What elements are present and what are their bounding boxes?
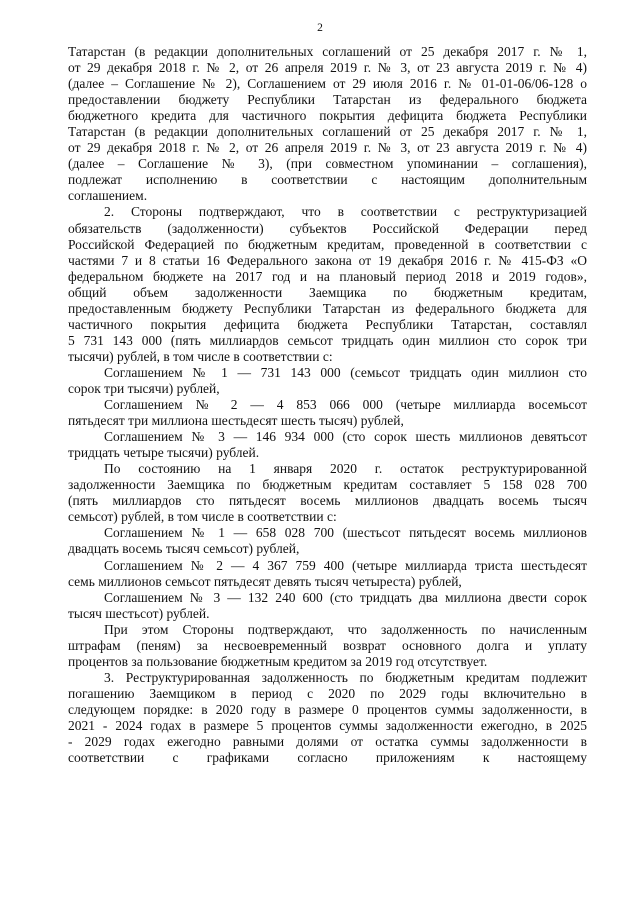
text-line: задолженности Заемщика по бюджетным кредитам составляет 5 158 028 700 bbox=[68, 477, 587, 493]
text-line: пятьдесят три миллиона шестьдесят шесть тысяч) рублей, bbox=[68, 413, 404, 429]
text-line: соответствии с графиками согласно приложениям к настоящему bbox=[68, 750, 587, 766]
text-line: тысячи) рублей, в том числе в соответствии с: bbox=[68, 348, 333, 364]
text-line: 2021 - 2024 годах в размере 5 процентов суммы задолженности ежегодно, в 2025 bbox=[68, 717, 587, 733]
text-line: 5 731 143 000 (пять миллиардов семьсот тридцать один миллион сто сорок три bbox=[68, 332, 587, 348]
text-line: двадцать восемь тысяч семьсот) рублей, bbox=[68, 541, 300, 557]
text-line: общий объем задолженности Заемщика по бюджетным кредитам, bbox=[68, 284, 587, 300]
text-line: По состоянию на 1 января 2020 г. остаток реструктурированной bbox=[104, 461, 587, 477]
text-line: обязательств (задолженности) субъектов Российской Федерации перед bbox=[68, 220, 587, 236]
text-line: следующем порядке: в 2020 году в размере 0 процентов суммы задолженности, в bbox=[68, 701, 587, 717]
text-line: Соглашением № 3 — 132 240 600 (сто тридцать два миллиона двести сорок bbox=[104, 589, 587, 605]
text-line: сорок три тысячи) рублей, bbox=[68, 380, 220, 396]
text-line: штрафам (пеням) за несвоевременный возврат основного долга и уплату bbox=[68, 637, 587, 653]
text-line: соглашением. bbox=[68, 188, 148, 204]
text-line: Соглашением № 2 — 4 367 759 400 (четыре миллиарда триста шестьдесят bbox=[104, 557, 587, 573]
text-line: - 2029 годах ежегодно равными долями от остатка суммы задолженности в bbox=[68, 734, 587, 750]
text-line: Соглашением № 1 — 731 143 000 (семьсот тридцать один миллион сто bbox=[104, 364, 587, 380]
text-line: Соглашением № 2 — 4 853 066 000 (четыре миллиарда восемьсот bbox=[104, 397, 587, 413]
text-line: федеральном бюджете на 2017 год и на плановый период 2018 и 2019 годов», bbox=[68, 268, 587, 284]
text-line: погашению Заемщиком в период с 2020 по 2029 годы включительно в bbox=[68, 685, 587, 701]
text-line: от 29 декабря 2018 г. № 2, от 26 апреля 2019 г. № 3, от 23 августа 2019 г. № 4) bbox=[68, 140, 587, 156]
text-line: подлежат исполнению в соответствии с настоящим дополнительным bbox=[68, 172, 587, 188]
text-line: бюджетного кредита для частичного покрытия дефицита бюджета Республики bbox=[68, 108, 587, 124]
text-line: семь миллионов семьсот пятьдесят девять тысяч четыреста) рублей, bbox=[68, 573, 462, 589]
text-line: Соглашением № 1 — 658 028 700 (шестьсот пятьдесят восемь миллионов bbox=[104, 525, 587, 541]
text-line: предоставленным бюджету Республики Татарстан из федерального бюджета для bbox=[68, 300, 587, 316]
text-line: предоставлении бюджету Республики Татарстан из федерального бюджета bbox=[68, 92, 587, 108]
page-number: 2 bbox=[317, 22, 323, 34]
text-line: тридцать четыре тысячи) рублей. bbox=[68, 445, 260, 461]
text-line: частичного покрытия дефицита бюджета Республики Татарстан, составлял bbox=[68, 316, 587, 332]
text-line: семьсот) рублей, в том числе в соответствии с: bbox=[68, 509, 337, 525]
text-line: процентов за пользование бюджетным кредитом за 2019 год отсутствует. bbox=[68, 653, 488, 669]
text-line: от 29 декабря 2018 г. № 2, от 26 апреля 2019 г. № 3, от 23 августа 2019 г. № 4) bbox=[68, 60, 587, 76]
document-body bbox=[68, 44, 587, 766]
text-line: (далее – Соглашение № 3), (при совместном упоминании – соглашения), bbox=[68, 156, 587, 172]
text-line: Соглашением № 3 — 146 934 000 (сто сорок шесть миллионов девятьсот bbox=[104, 429, 587, 445]
text-line: Российской Федерацией по бюджетным кредитам, проведенной в соответствии с bbox=[68, 236, 587, 252]
text-line: 2. Стороны подтверждают, что в соответствии с реструктуризацией bbox=[104, 204, 587, 220]
text-line: (далее – Соглашение № 2), Соглашением от 29 июля 2016 г. № 01-01-06/06-128 о bbox=[68, 76, 587, 92]
text-line: частями 7 и 8 статьи 16 Федерального закона от 19 декабря 2016 г. № 415-ФЗ «О bbox=[68, 252, 587, 268]
text-line: 3. Реструктурированная задолженность по бюджетным кредитам подлежит bbox=[104, 669, 587, 685]
text-line: тысяч шестьсот) рублей. bbox=[68, 605, 210, 621]
text-line: Татарстан (в редакции дополнительных соглашений от 25 декабря 2017 г. № 1, bbox=[68, 124, 587, 140]
text-line: При этом Стороны подтверждают, что задолженность по начисленным bbox=[104, 621, 587, 637]
text-line: Татарстан (в редакции дополнительных соглашений от 25 декабря 2017 г. № 1, bbox=[68, 44, 587, 59]
text-line: (пять миллиардов сто пятьдесят восемь миллионов двадцать восемь тысяч bbox=[68, 493, 587, 509]
